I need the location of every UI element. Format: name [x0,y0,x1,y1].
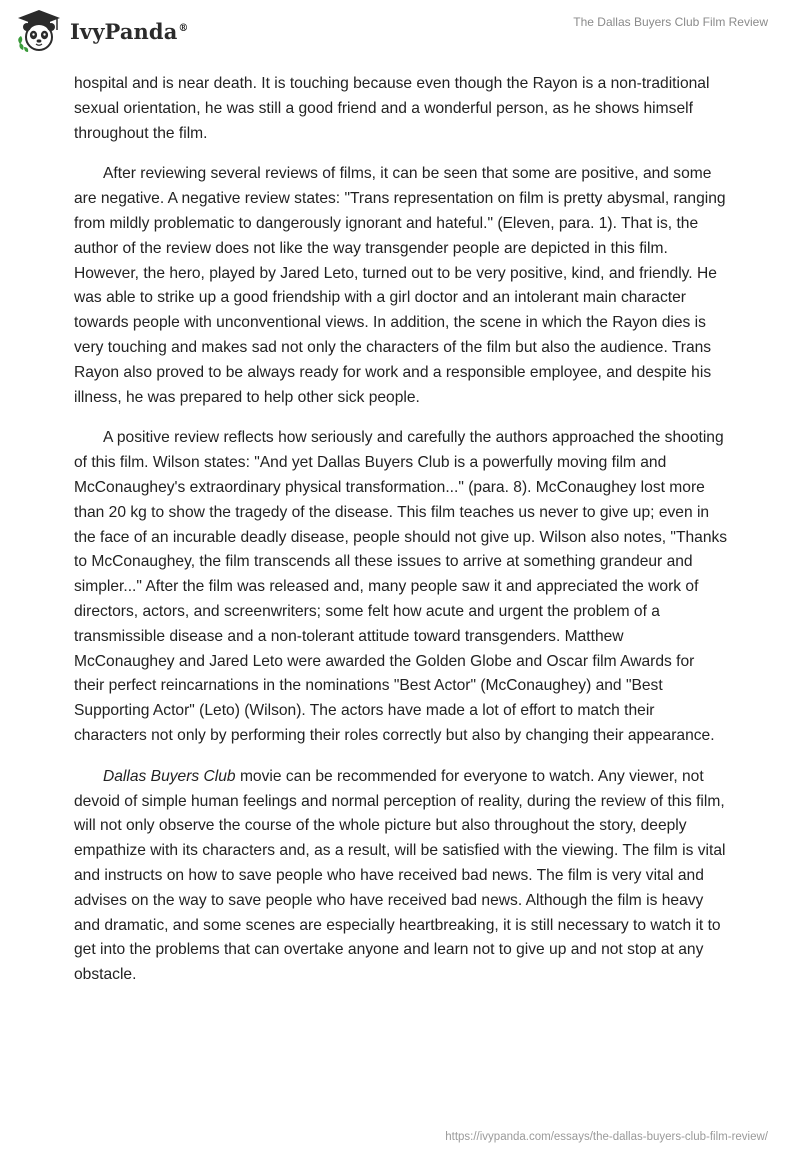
source-url[interactable]: https://ivypanda.com/essays/the-dallas-buyers-club-film-review/ [445,1131,768,1143]
paragraph-2: After reviewing several reviews of films, it can be seen that some are positive, and some are negative. A negative review states: "Trans representation on film is pretty abysmal, ranging from mildly problematic to dangerously ignorant and hateful." (Eleven, para. 1). That is, the author of the review does not like the way transgender people are depicted in this film. However, the hero, played by Jared Leto, turned out to be very positive, kind, and friendly. He was able to strike up a good friendship with a girl doctor and an intolerant main character towards people with unconventional views. In addition, the scene in which the Rayon dies is very touching and makes sad not only the characters of the film but also the audience. Trans Rayon also proved to be always ready for work and a responsible employee, and despite his illness, he was prepared to help other sick people. [74,165,726,406]
panda-graduate-icon [14,8,64,54]
paragraph-4 [74,765,728,988]
essay-body [74,72,728,1004]
document-title: The Dallas Buyers Club Film Review [573,15,768,29]
page-header [0,0,800,64]
paragraph-4-text: movie can be recommended for everyone to watch. Any viewer, not devoid of simple human feelings and normal perception of reality, during the review of this film, will not only observe the course of the whole picture but also throughout the story, deeply empathize with its characters and, as a result, will be satisfied with the viewing. The film is vital and instructs on how to save people who have received bad news. The film is very vital and advises on the way to save people who have received bad news. Although the film is heavy and dramatic, and some scenes are especially heartbreaking, it is still necessary to watch it to get into the problems that can overtake anyone and learn not to give up and not stop at any obstacle. [74,767,726,984]
paragraph-1: hospital and is near death. It is touching because even though the Rayon is a non-traditional sexual orientation, he was still a good friend and a wonderful person, as he shows himself throughout the film. [74,75,710,142]
film-title-italic: Dallas Buyers Club [103,767,236,785]
ivypanda-logo[interactable] [14,8,189,54]
brand-name: IvyPanda® [70,18,189,44]
paragraph-3: A positive review reflects how seriously and carefully the authors approached the shooting of this film. Wilson states: "And yet Dallas Buyers Club is a powerfully moving film and McConaughey's extraordinary physical transformation..." (para. 8). McConaughey lost more than 20 kg to show the tragedy of the disease. This film teaches us never to give up; even in the face of an incurable deadly disease, people should not give up. Wilson also notes, "Thanks to McConaughey, the film transcends all these issues to arrive at something grandeur and simpler..." After the film was released and, many people saw it and appreciated the work of directors, actors, and screenwriters; some felt how acute and urgent the problem of a transmissible disease and a non-tolerant attitude toward transgenders. Matthew McConaughey and Jared Leto were awarded the Golden Globe and Oscar film Awards for their perfect reincarnations in the nominations "Best Actor" (McConaughey) and "Best Supporting Actor" (Leto) (Wilson). The actors have made a lot of effort to match their characters not only by performing their roles correctly but also by changing their appearance. [74,429,728,744]
